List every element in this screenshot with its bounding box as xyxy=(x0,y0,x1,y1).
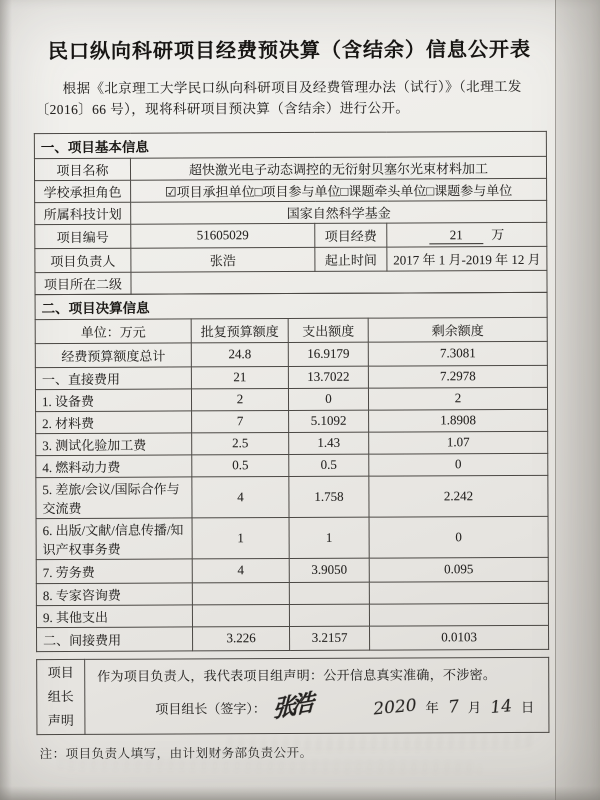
cell-budget xyxy=(192,582,289,604)
cell-budget xyxy=(192,604,289,626)
funds-value xyxy=(387,222,547,247)
section-2-header: 二、项目决算信息 xyxy=(35,292,547,319)
table-row xyxy=(35,200,547,224)
row-label: 二、间接费用 xyxy=(37,627,193,652)
row-label: 2. 材料费 xyxy=(36,411,192,434)
dept-value xyxy=(131,270,547,294)
row-label: 7. 劳务费 xyxy=(36,559,192,584)
row-label: 9. 其他支出 xyxy=(36,605,192,628)
cell-spent: 1 xyxy=(289,517,369,558)
page-title: 民口纵向科研项目经费预决算（含结余）信息公开表 xyxy=(47,38,532,64)
role-label: 学校承担角色 xyxy=(35,180,131,202)
cell-remaining: 0.0103 xyxy=(369,625,548,650)
plan-value: 国家自然科学基金 xyxy=(131,200,547,224)
cell-spent xyxy=(289,604,369,626)
date-month: 7 xyxy=(446,696,460,718)
cell-budget: 4 xyxy=(192,476,289,517)
date-day-char: 日 xyxy=(520,699,535,715)
date-year-char: 年 xyxy=(425,700,439,716)
row-label: 1. 设备费 xyxy=(35,389,191,412)
funds-amount: 21 xyxy=(429,227,483,244)
cell-budget: 2.5 xyxy=(192,432,289,454)
cell-spent: 0.5 xyxy=(289,454,369,476)
table-row xyxy=(36,453,548,477)
cell-spent: 3.2157 xyxy=(289,626,369,650)
cell-spent: 1.43 xyxy=(289,432,369,454)
sign-label: 项目组长（签字）： xyxy=(155,700,266,717)
dept-label: 项目所在二级 xyxy=(35,272,131,294)
cell-spent xyxy=(289,582,369,604)
decision-table xyxy=(35,292,550,652)
paper-right-edge-shadow xyxy=(555,0,600,800)
declaration-table xyxy=(36,657,549,735)
declaration-content xyxy=(85,657,549,734)
cell-spent: 0 xyxy=(288,388,368,410)
table-row xyxy=(36,603,548,627)
table-row xyxy=(34,156,546,180)
table-row xyxy=(35,387,547,411)
cell-budget: 0.5 xyxy=(192,454,289,476)
cell-budget: 7 xyxy=(192,410,289,432)
form-content xyxy=(33,33,548,762)
declaration-side-label-line: 声明 xyxy=(47,712,74,728)
row-label: 6. 出版/文献/信息传播/知识产权事务费 xyxy=(36,518,192,560)
table-row xyxy=(35,365,547,389)
paper-left-edge-shadow xyxy=(0,0,12,800)
cell-spent: 13.7022 xyxy=(288,366,368,388)
row-label: 4. 燃料动力费 xyxy=(36,455,192,478)
table-row xyxy=(35,341,547,367)
table-row xyxy=(35,178,547,202)
cell-remaining: 1.07 xyxy=(369,431,548,454)
plan-label: 所属科技计划 xyxy=(35,202,131,224)
row-label: 经费预算额度总计 xyxy=(35,343,191,368)
table-row xyxy=(37,657,549,734)
declaration-side-label-line: 组长 xyxy=(47,688,74,704)
cell-spent: 5.1092 xyxy=(289,410,369,432)
declaration-side-label xyxy=(37,659,85,734)
declaration-side-label-line: 项目 xyxy=(47,664,74,680)
cell-remaining: 0.095 xyxy=(369,557,548,582)
cell-spent: 3.9050 xyxy=(289,558,369,582)
table-row xyxy=(35,222,547,248)
footnote: 注：项目负责人填写，由计划财务部负责公开。 xyxy=(39,745,313,761)
cell-remaining: 0 xyxy=(369,453,548,476)
cell-remaining: 2 xyxy=(368,387,547,410)
table-row xyxy=(37,625,549,651)
cell-remaining xyxy=(369,581,548,604)
table-row xyxy=(36,475,548,518)
funds-label: 项目经费 xyxy=(315,223,387,247)
paper-bottom-edge-shadow xyxy=(0,786,600,800)
project-name-label: 项目名称 xyxy=(34,158,130,180)
row-label: 8. 专家咨询费 xyxy=(36,583,192,606)
cell-budget: 21 xyxy=(191,366,288,388)
leader-label: 项目负责人 xyxy=(35,248,131,272)
unit-header: 单位：万元 xyxy=(35,319,191,344)
cell-remaining xyxy=(369,603,548,626)
date-month-char: 月 xyxy=(467,699,482,715)
signature-line xyxy=(155,689,538,724)
date-handwritten xyxy=(373,696,534,718)
cell-budget: 4 xyxy=(192,558,289,582)
period-value: 2017 年 1 月-2019 年 12 月 xyxy=(387,246,547,271)
basic-info-table xyxy=(34,131,548,295)
table-row xyxy=(35,292,547,319)
cell-budget: 2 xyxy=(191,388,288,410)
date-year: 2020 xyxy=(372,695,418,720)
leader-value: 张浩 xyxy=(131,247,315,272)
column-header-spent: 支出额度 xyxy=(288,318,368,342)
cell-budget: 1 xyxy=(192,517,289,558)
signature-handwritten: 张浩 xyxy=(271,689,310,724)
date-day: 14 xyxy=(489,695,513,718)
project-name-value: 超快激光电子动态调控的无衍射贝塞尔光束材料加工 xyxy=(130,156,546,180)
project-number-value: 51605029 xyxy=(131,223,315,248)
table-row xyxy=(35,246,547,272)
section-1-header: 一、项目基本信息 xyxy=(34,131,546,158)
funds-unit: 万 xyxy=(491,227,505,243)
cell-remaining: 1.8908 xyxy=(369,409,548,432)
row-label: 一、直接费用 xyxy=(35,367,191,390)
declaration-statement: 作为项目负责人，我代表项目组声明：公开信息真实准确，不涉密。 xyxy=(97,666,497,684)
column-header-remaining: 剩余额度 xyxy=(368,317,547,342)
table-row xyxy=(36,557,548,583)
cell-remaining: 2.242 xyxy=(369,475,548,517)
column-header-budget: 批复预算额度 xyxy=(191,318,288,342)
role-checkboxes: ☑项目承担单位□项目参与单位□课题牵头单位□课题参与单位 xyxy=(131,178,547,202)
table-row xyxy=(34,131,546,158)
project-number-label: 项目编号 xyxy=(35,224,131,248)
cell-remaining: 7.3081 xyxy=(368,341,547,366)
cell-remaining: 0 xyxy=(369,516,548,558)
intro-paragraph: 根据《北京理工大学民口纵向科研项目及经费管理办法（试行）》（北理工发〔2016〕66 号），现将科研项目预决算（含结余）进行公开。 xyxy=(35,78,522,118)
table-row xyxy=(35,317,547,343)
cell-budget: 3.226 xyxy=(192,626,289,650)
table-row xyxy=(36,409,548,433)
row-label: 3. 测试化验加工费 xyxy=(36,433,192,456)
table-row xyxy=(36,431,548,455)
table-row xyxy=(36,516,548,559)
cell-budget: 24.8 xyxy=(191,342,288,366)
table-row xyxy=(35,270,547,294)
cell-spent: 1.758 xyxy=(289,476,369,517)
period-label: 起止时间 xyxy=(315,247,387,271)
cell-spent: 16.9179 xyxy=(288,342,368,366)
row-label: 5. 差旅/会议/国际合作与交流费 xyxy=(36,477,192,519)
cell-remaining: 7.2978 xyxy=(368,365,547,388)
table-row xyxy=(36,581,548,605)
